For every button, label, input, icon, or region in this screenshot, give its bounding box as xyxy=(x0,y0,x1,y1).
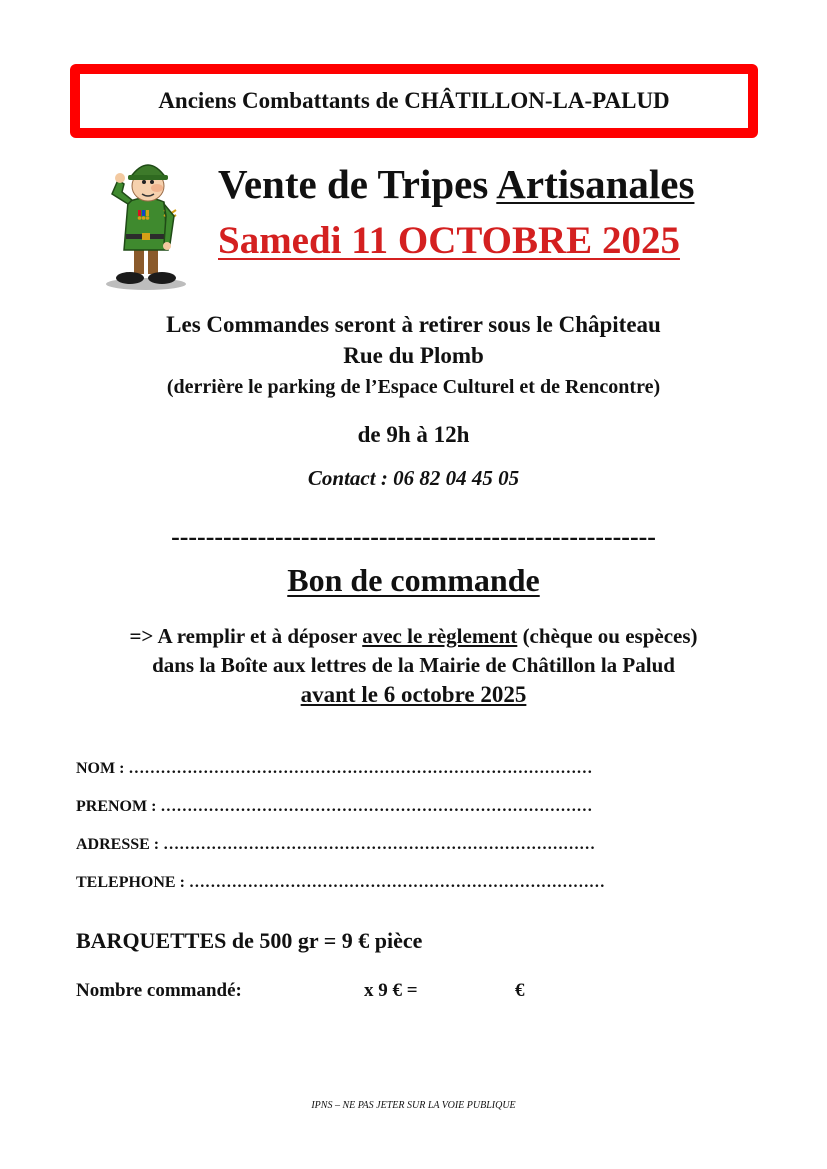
cut-line-separator: -------------------------------------------------------- xyxy=(171,522,656,551)
instructions-suffix: (chèque ou espèces) xyxy=(517,624,698,648)
price-info: BARQUETTES de 500 gr = 9 € pièce xyxy=(76,928,423,953)
contact-phone: Contact : 06 82 04 45 05 xyxy=(307,466,520,490)
pickup-info-location: (derrière le parking de l’Espace Culturel et de Rencontre) xyxy=(166,376,661,398)
order-deadline: avant le 6 octobre 2025 xyxy=(300,682,527,707)
event-title xyxy=(218,160,694,208)
pickup-info-street: Rue du Plomb xyxy=(343,343,484,368)
prenom-field[interactable]: PRENOM : ……………………………………………………………………… xyxy=(76,798,593,815)
order-instructions-line2: dans la Boîte aux lettres de la Mairie de Châtillon la Palud xyxy=(152,653,675,677)
header-frame xyxy=(70,64,758,138)
instructions-payment: avec le règlement xyxy=(362,624,518,648)
instructions-prefix: => A remplir et à déposer xyxy=(129,624,363,648)
footer-notice: IPNS – NE PAS JETER SUR LA VOIE PUBLIQUE xyxy=(311,1100,516,1111)
pickup-info-line1: Les Commandes seront à retirer sous le Châpiteau xyxy=(166,312,661,337)
event-title-prefix: Vente de Tripes xyxy=(218,161,497,207)
saluting-soldier-icon xyxy=(100,150,192,292)
adresse-field[interactable]: ADRESSE : ……………………………………………………………………… xyxy=(76,836,596,853)
nom-field[interactable]: NOM : …………………………………………………………………………… xyxy=(76,760,593,777)
telephone-field[interactable]: TELEPHONE : …………………………………………………………………… xyxy=(76,874,605,891)
association-name: Anciens Combattants de CHÂTILLON-LA-PALUD xyxy=(80,74,748,128)
order-instructions-line1 xyxy=(0,624,827,649)
total-euro: € xyxy=(515,980,525,1001)
quantity-label: Nombre commandé: xyxy=(76,980,242,1001)
event-title-emphasis: Artisanales xyxy=(496,161,695,207)
unit-price-multiplier: x 9 € = xyxy=(364,980,418,1001)
order-form-title: Bon de commande xyxy=(287,562,540,598)
pickup-hours: de 9h à 12h xyxy=(357,422,470,447)
event-date: Samedi 11 OCTOBRE 2025 xyxy=(218,219,680,262)
